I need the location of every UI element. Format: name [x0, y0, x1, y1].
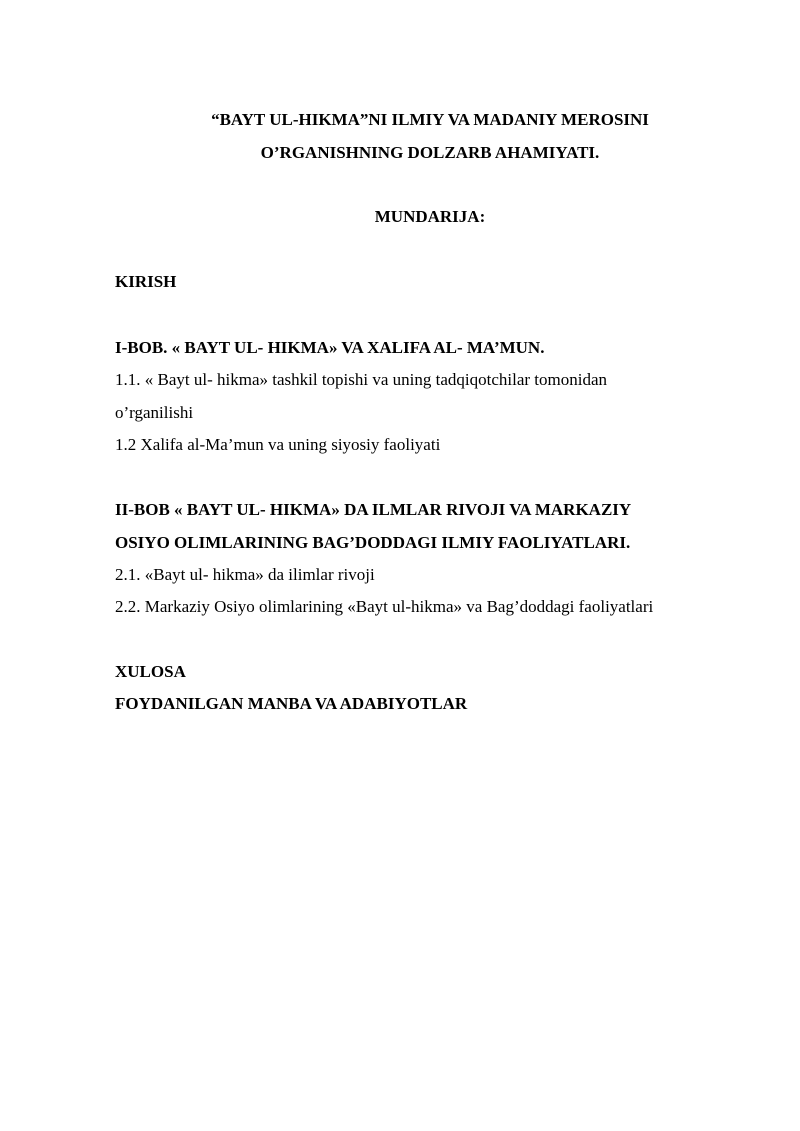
toc-item-1-1-line-1: 1.1. « Bayt ul- hikma» tashkil topishi va uning tadqiqotchilar tomonidan	[115, 370, 607, 389]
toc-intro: KIRISH	[115, 272, 177, 291]
toc-item-2-1: 2.1. «Bayt ul- hikma» da ilimlar rivoji	[115, 565, 375, 584]
toc-conclusion: XULOSA	[115, 662, 186, 681]
document-title-line-1: “BAYT UL-HIKMA”NI ILMIY VA MADANIY MEROSINI	[211, 110, 649, 129]
toc-heading: MUNDARIJA:	[374, 207, 486, 226]
toc-item-1-2: 1.2 Xalifa al-Ma’mun va uning siyosiy faoliyati	[115, 435, 441, 454]
toc-references: FOYDANILGAN MANBA VA ADABIYOTLAR	[115, 694, 468, 713]
document-title-line-2: O’RGANISHNING DOLZARB AHAMIYATI.	[260, 143, 600, 162]
toc-chapter-2-title-line-2: OSIYO OLIMLARINING BAG’DODDAGI ILMIY FAOLIYATLARI.	[115, 533, 631, 552]
toc-chapter-1-title: I-BOB. « BAYT UL- HIKMA» VA XALIFA AL- MA’MUN.	[115, 338, 545, 357]
toc-item-1-1-line-2: o’rganilishi	[115, 403, 194, 422]
toc-chapter-2-title-line-1: II-BOB « BAYT UL- HIKMA» DA ILMLAR RIVOJI VA MARKAZIY	[115, 500, 632, 519]
toc-item-2-2: 2.2. Markaziy Osiyo olimlarining «Bayt ul-hikma» va Bag’doddagi faoliyatlari	[115, 597, 654, 616]
